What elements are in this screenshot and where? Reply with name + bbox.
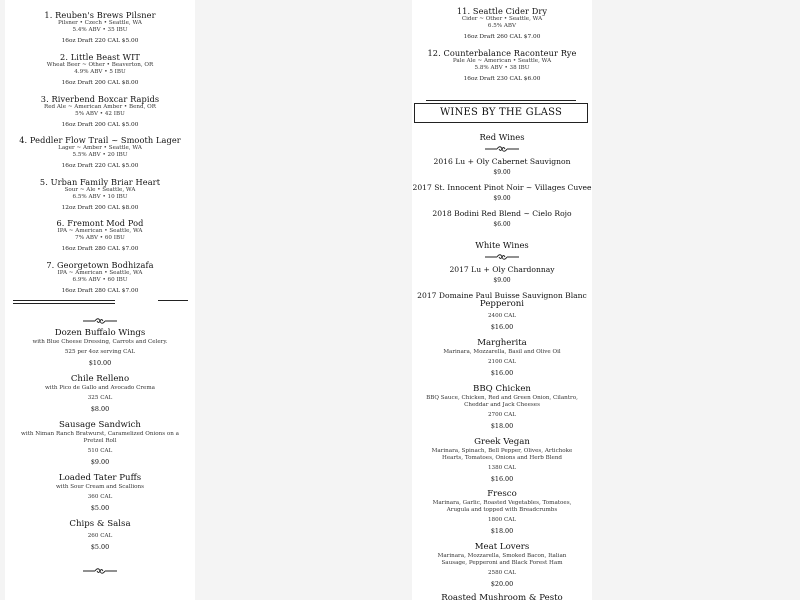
pizza-price: $18.00 [490,422,514,431]
food-price: $9.00 [90,458,110,467]
beer-draft: 16oz Draft 200 CAL $8.00 [61,79,139,86]
beer-draft: 16oz Draft 280 CAL $7.00 [61,245,139,252]
food-item [5,473,195,513]
beer-abv: 5% ABV • 42 IBU [75,111,125,118]
pizza-description: BBQ Sauce, Chicken, Red and Green Onion, Cilantro, Cheddar and Jack Cheeses [426,395,578,409]
ornament-divider [5,318,195,324]
pizza-price: $16.00 [490,369,514,378]
beer-abv: 6.5% ABV • 10 IBU [72,194,128,201]
section-divider [158,300,188,301]
beer-style: Pale Ale ~ American • Seattle, WA [452,58,552,64]
white-wines-heading [412,240,592,251]
beer-abv: 7% ABV • 60 IBU [75,235,125,242]
beer-draft: 16oz Draft 220 CAL $5.00 [61,37,139,44]
beer-style: IPA ~ American • Seattle, WA [57,228,143,234]
pizza-price: $16.00 [490,475,514,484]
beer-draft: 16oz Draft 200 CAL $5.00 [61,121,139,128]
beer-abv: 6.9% ABV • 60 IBU [72,277,128,284]
ornament-divider [412,146,592,152]
wine-item [412,209,592,229]
wine-price: $9.00 [493,195,511,202]
pizza-item [412,593,592,600]
pizza-item [412,384,592,431]
food-description: with Sour Cream and Scallions [56,484,144,490]
wine-name: 2018 Bodini Red Blend ~ Cielo Rojo [432,209,572,218]
food-price: $10.00 [88,359,112,368]
pizza-calories: 2100 CAL [487,359,517,366]
beer-item [5,10,195,45]
beer-abv: 5.4% ABV • 35 IBU [72,27,128,34]
wine-price: $9.00 [493,169,511,176]
ornament-divider [5,568,195,574]
section-divider [426,100,576,101]
food-description: with Niman Ranch Bratwurst, Caramelized Onions on a Pretzel Roll [21,431,179,445]
beer-style: IPA ~ American • Seattle, WA [57,270,143,276]
left-menu-page [5,0,195,600]
pizza-name: Roasted Mushroom & Pesto [441,593,563,600]
right-menu-page [412,0,592,600]
pizza-description: Marinara, Spinach, Bell Pepper, Olives, Artichoke Hearts, Tomatoes, Onions and Herb Blend [431,448,573,462]
pizza-calories: 2400 CAL [487,313,517,319]
food-item [5,420,195,467]
wine-price: $6.00 [493,221,511,228]
pizza-name: Margherita [477,338,527,348]
beer-draft: 16oz Draft 220 CAL $5.00 [61,162,139,169]
wine-name: 2017 St. Innocent Pinot Noir ~ Villages Cuvee [412,183,592,192]
food-item [5,328,195,368]
pizza-price: $18.00 [490,527,514,536]
food-name: Loaded Tater Puffs [58,473,142,483]
beer-style: Lager ~ Amber • Seattle, WA [58,145,142,151]
white-wines-title: White Wines [475,240,529,250]
red-wines-heading [412,132,592,143]
food-description: with Blue Cheese Dressing, Carrots and Celery. [32,339,168,345]
beer-abv: 6.5% ABV [487,23,517,30]
section-divider [13,303,115,304]
food-description: with Pico de Gallo and Avocado Crema [45,385,155,391]
wine-name: 2017 Lu + Oly Chardonnay [449,265,555,274]
beer-item [412,48,592,83]
pizza-price: $20.00 [490,580,514,589]
beer-name: 5. Urban Family Briar Heart [39,177,161,187]
pizza-description: Marinara, Mozzarella, Smoked Bacon, Italian Sausage, Pepperoni and Black Forest Ham [437,553,567,567]
beer-style: Sour ~ Ale • Seattle, WA [64,187,136,193]
beer-item [5,218,195,253]
beer-name: 11. Seattle Cider Dry [456,6,548,16]
pizza-name: Greek Vegan [474,437,530,447]
beer-name: 3. Riverbend Boxcar Rapids [40,94,160,104]
wines-heading: WINES BY THE GLASS [414,103,588,123]
food-calories: 260 CAL [87,533,113,539]
wine-price: $9.00 [493,277,511,284]
beer-name: 1. Reuben's Brews Pilsner [44,10,156,20]
pizza-name: Fresco [487,489,517,499]
pizza-name: Meat Lovers [474,542,530,552]
beer-item [412,6,592,41]
beer-style: Wheat Beer ~ Other • Beaverton, OR [46,62,154,68]
beer-name: 7. Georgetown Bodhizafa [46,260,154,270]
beer-abv: 5.8% ABV • 38 IBU [474,65,530,72]
food-calories: 525 per 4oz serving CAL [64,349,136,356]
beer-style: Cider ~ Other • Seattle, WA [461,16,543,22]
pizza-calories: 1380 CAL [487,465,517,472]
beer-style: Red Ale ~ American Amber • Bend, OR [44,104,156,110]
beer-draft: 16oz Draft 260 CAL $7.00 [463,33,541,40]
pizza-item [412,542,592,589]
pizza-name: Pepperoni [479,299,525,309]
beer-name: 2. Little Beast WIT [60,52,140,62]
pizza-calories: 1800 CAL [487,517,517,524]
wine-item [412,157,592,177]
food-price: $8.00 [90,405,110,414]
ornament-divider [412,254,592,260]
food-price: $5.00 [90,543,110,551]
pizza-item [412,338,592,378]
food-name: Chile Relleno [70,374,130,384]
pizza-calories: 2700 CAL [487,412,517,419]
pizza-item [412,299,592,332]
food-calories: 510 CAL [87,448,113,455]
pizza-item [412,437,592,484]
pizza-price: $16.00 [490,323,514,331]
wine-item [412,183,592,203]
food-item [5,374,195,414]
food-name: Chips & Salsa [69,519,131,529]
beer-style: Pilsner • Czech • Seattle, WA [58,20,142,26]
wine-item [412,265,592,285]
beer-abv: 5.5% ABV • 20 IBU [72,152,128,159]
beer-draft: 16oz Draft 230 CAL $6.00 [463,75,541,82]
pizza-description: Marinara, Mozzarella, Basil and Olive Oil [443,349,561,355]
red-wines-title: Red Wines [479,132,525,142]
beer-abv: 4.9% ABV • 5 IBU [74,69,126,76]
beer-name: 6. Fremont Mod Pod [56,218,144,228]
pizza-calories: 2580 CAL [487,570,517,577]
beer-item [5,135,195,170]
food-price: $5.00 [90,504,110,513]
pizza-description: Marinara, Garlic, Roasted Vegetables, Tomatoes, Arugula and topped with Breadcrumbs [432,500,572,514]
beer-draft: 16oz Draft 280 CAL $7.00 [61,287,139,294]
wine-name: 2017 Domaine Paul Buisse Sauvignon Blanc [417,291,587,300]
beer-name: 12. Counterbalance Raconteur Rye [427,48,577,58]
section-divider [13,300,115,301]
food-item [5,519,195,552]
beer-item [5,177,195,212]
food-calories: 360 CAL [87,494,113,501]
pizza-name: BBQ Chicken [473,384,531,394]
beer-item [5,260,195,295]
wine-name: 2016 Lu + Oly Cabernet Sauvignon [433,157,571,166]
beer-name: 4. Peddler Flow Trail ~ Smooth Lager [19,135,181,145]
pizza-item [412,489,592,536]
beer-item [5,94,195,129]
food-calories: 325 CAL [87,395,113,402]
food-name: Sausage Sandwich [59,420,141,430]
beer-item [5,52,195,87]
beer-draft: 12oz Draft 200 CAL $8.00 [61,204,139,211]
food-name: Dozen Buffalo Wings [54,328,146,338]
